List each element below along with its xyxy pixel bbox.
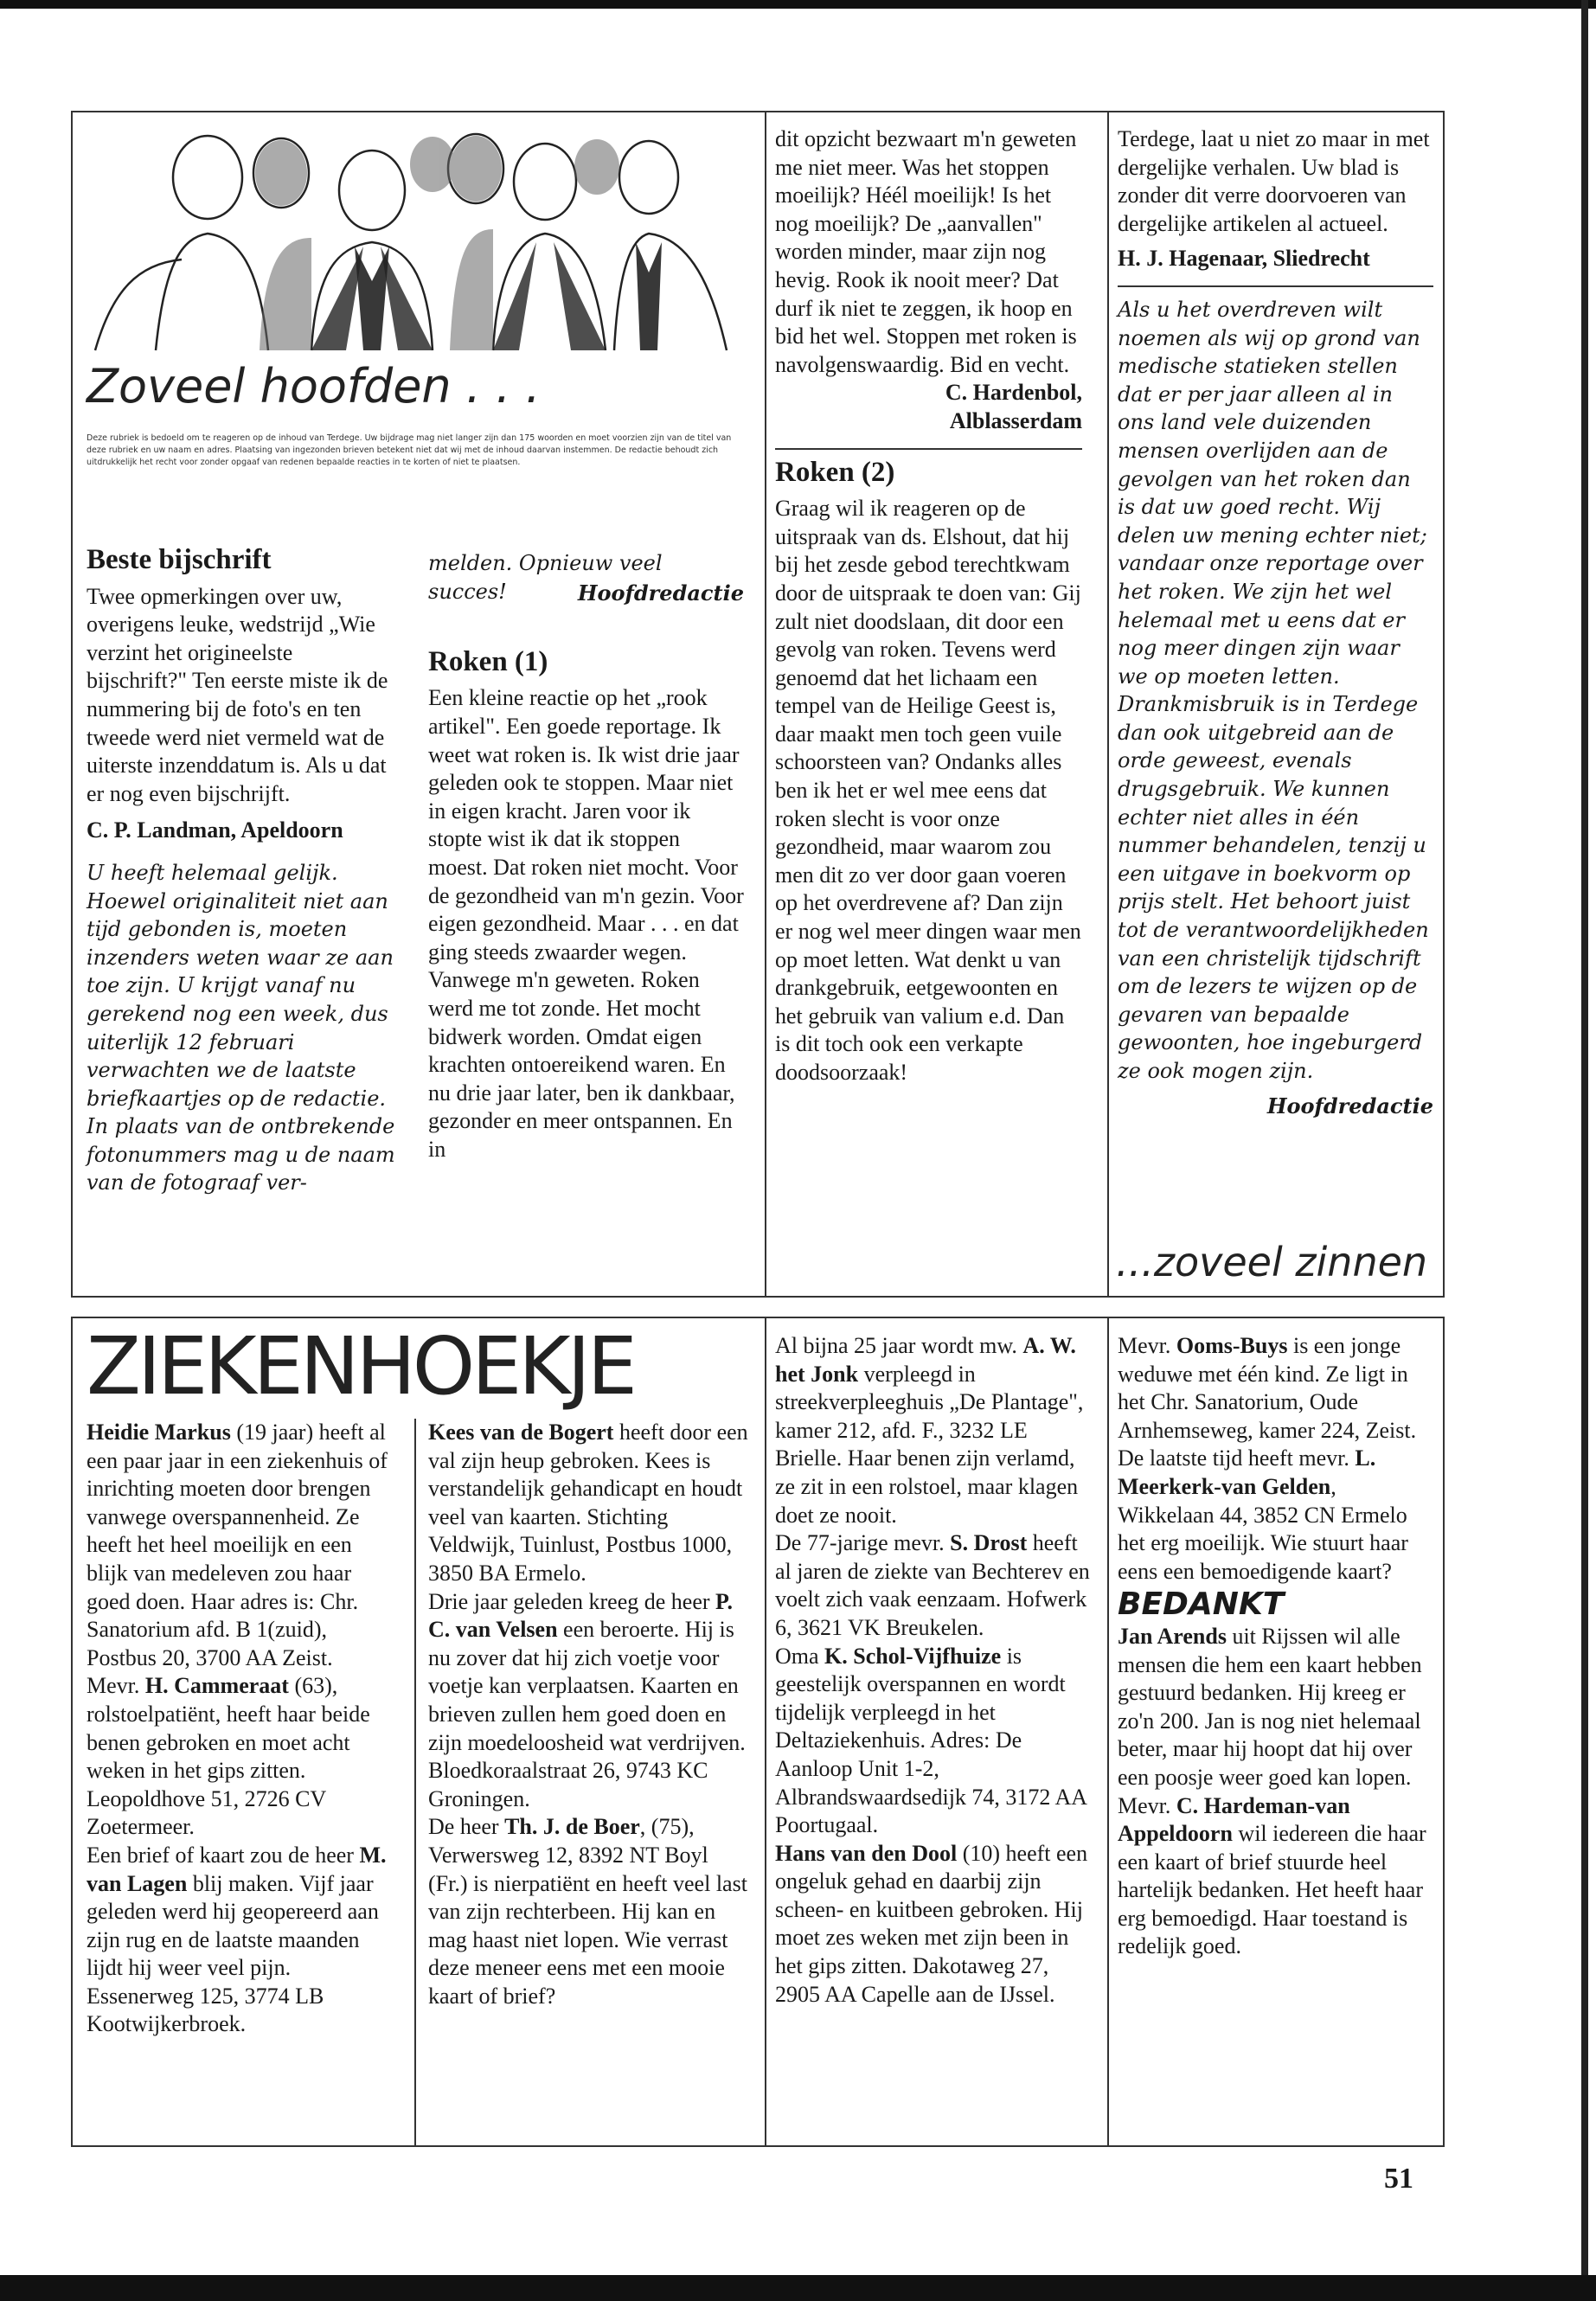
entry-prefix: Oma [775,1643,825,1669]
column-rule [765,111,766,1298]
entry-prefix: Drie jaar geleden kreeg de heer [428,1588,716,1614]
entry-prefix: Een brief of kaart zou de heer [87,1842,360,1868]
entry-text: heeft al jaren de ziekte van Bechterev en voelt zich vaak eenzaam. Hofwerk 6, 3621 VK Breukelen. [775,1530,1090,1640]
patient-entry [87,1419,398,1672]
ziek-column-3 [775,1332,1095,2009]
editorial-reply-end: melden. Opnieuw veel succes! [428,551,663,604]
patient-entry [1118,1792,1438,1962]
patient-entry [87,1672,398,1842]
entry-text: , (75), Verwersweg 12, 8392 NT Boyl (Fr.) is nierpatiënt en heeft veel last van zijn rechterbeen. Hij kan en mag haast niet lopen. Wie verrast deze meneer eens met een mooie kaart of brief? [428,1814,747,2009]
patient-entry [1118,1332,1438,1445]
entry-text: een beroerte. Hij is nu zover dat hij zich voetje voor voetje kan verplaatsen. Kaarten en brieven zullen hem goed doen en zijn moedeloosheid wat verdrijven. Bloedkoraalstraat 26, 9743 KC Groningen. [428,1617,746,1811]
entry-prefix: De 77-jarige mevr. [775,1530,951,1556]
zoveel-hoofden-title: Zoveel hoofden . . . [87,359,541,413]
heads-illustration [87,117,744,359]
entry-prefix: Al bijna 25 jaar wordt mw. [775,1333,1023,1358]
ziekenhoekje-title: ZIEKENHOEKJE [87,1320,634,1413]
patient-name: C. Hardeman-van Appeldoorn [1118,1792,1350,1847]
letter-text: Twee opmerkingen over uw, overigens leuke, wedstrijd „Wie verzint het origineelste bijschrift?" Ten eerste miste ik de nummering bij de foto's en ten tweede werd niet vermeld wat de uiterste inzenddatum is. Als u dat er nog even bijschrijft. [87,583,388,806]
letter-heading: Roken (2) [775,456,895,488]
page-number: 51 [1384,2163,1413,2195]
patient-name: Kees van de Bogert [428,1420,614,1445]
editorial-reply: U heeft helemaal gelijk. Hoewel originaliteit niet aan tijd gebonden is, moeten inzenders weten waar ze aan toe zijn. U krijgt vanaf nu gerekend nog een week, dus uiterlijk 12 februari verwachten we de laatste briefkaartjes op de redactie. In plaats van de ontbrekende fotonummers mag u de naam van de fotograaf ver- [87,860,395,1195]
patient-name: K. Schol-Vijfhuize [824,1643,1002,1669]
patient-entry [775,1840,1095,2009]
entry-prefix: De laatste tijd heeft mevr. [1118,1445,1356,1471]
section-divider [1118,285,1433,287]
zoveel-zinnen-closing: ...zoveel zinnen [1116,1239,1428,1285]
column-rule [765,1317,766,2147]
entry-text: heeft door een val zijn heup gebroken. Kees is verstandelijk gehandicapt en houdt veel van kaarten. Stichting Veldwijk, Tuinlust, Postbus 1000, 3850 BA Ermelo. [428,1420,748,1586]
entry-text: (63), rolstoelpatiënt, heeft haar beide benen gebroken en moet acht weken in het gips zitten. Leopoldhove 51, 2726 CV Zoetermeer. [87,1673,370,1840]
patient-name: L. Meerkerk-van Gelden [1118,1445,1376,1499]
editorial-reply: Als u het overdreven wilt noemen als wij op grond van medische statieken stellen dat er per jaar alleen al in ons land vele duizenden mensen overlijden aan de gevolgen van het roken dan is dat uw goed recht. Wij delen uw mening echter niet; vandaar onze reportage over het roken. We zijn het wel helemaal met u eens dat er nog meer dingen zijn waar we op moeten letten. Drankmisbruik is in Terdege dan ook uitgebreid aan de orde geweest, evenals drugsgebruik. We kunnen echter niet alles in één nummer behandelen, tenzij u een uitgave in boekvorm op prijs stelt. Het behoort juist tot de verantwoordelijkheden van een christelijk tijdschrift om de lezers te wijzen op de gevaren van bepaalde gewoonten, hoe ingeburgerd ze ook mogen zijn. [1118,297,1429,1083]
patient-entry [775,1332,1095,1529]
entry-text: is geestelijk overspannen en wordt tijdelijk verpleegd in het Deltaziekenhuis. Adres: De Aanloop Unit 1-2, Albrandswaardsedijk 74, 3172 AA Poortugaal. [775,1643,1086,1838]
patient-name: Jan Arends [1118,1623,1227,1649]
entry-text: verpleegd in streekverpleeghuis „De Plantage", kamer 212, afd. F., 3232 LE Brielle. Haar benen zijn verlamd, ze zit in een rolstoel, maar klagen doet ze nooit. [775,1361,1084,1528]
entry-text: wil iedereen die haar een kaart of brief stuurde heel hartelijk bedanken. Het heeft haar erg bemoedigd. Haar toestand is redelijk goed. [1118,1821,1426,1959]
patient-entry [775,1643,1095,1840]
entry-prefix: De heer [428,1814,505,1840]
patient-entry [775,1529,1095,1642]
letters-column-4 [1118,125,1433,1120]
entry-text: is een jonge weduwe met één kind. Ze ligt in het Chr. Sanatorium, Oude Arnhemseweg, kamer 224, Zeist. [1118,1333,1417,1443]
bedankt-heading: BEDANKT [1118,1586,1285,1623]
letter-text-end: dit opzicht bezwaart m'n geweten me niet meer. Was het stoppen moeilijk? Héél moeilijk! Is het nog moeilijk? De „aanvallen" worden minder, maar zijn nog hevig. Rook ik nooit meer? Dat durf ik niet te zeggen, ik hoop en bid het wel. Stoppen met roken is navolgenswaardig. Bid en vecht. [775,126,1077,377]
column-rule [1107,1317,1109,2147]
letter-signature: C. P. Landman, Apeldoorn [87,817,343,843]
patient-name: H. Cammeraat [144,1673,289,1699]
letter-signature: H. J. Hagenaar, Sliedrecht [1118,246,1370,272]
patient-entry [428,1813,748,2010]
section-divider [775,448,1082,450]
letter-heading: Roken (1) [428,645,548,677]
patient-entry [428,1588,748,1814]
entry-text: (10) heeft een ongeluk gehad en daarbij zijn scheen- en kuitbeen gebroken. Hij moet zes weken met zijn been in het gips zitten. Dakotaweg 27, 2905 AA Capelle aan de IJssel. [775,1840,1088,2007]
entry-text: (19 jaar) heeft al een paar jaar in een ziekenhuis of inrichting moeten door brengen vanwege overspannenheid. Ze heeft het heel moeilijk en een blijk van medeleven zou haar goed doen. Haar adres is: Chr. Sanatorium afd. B 1(zuid), Postbus 20, 3700 AA Zeist. [87,1420,388,1670]
bottom-border [0,2275,1596,2301]
patient-name: P. C. van Velsen [428,1588,734,1643]
column-rule [1107,111,1109,1298]
letter-signature-place: Alblasserdam [949,407,1082,433]
editorial-signature: Hoofdredactie [1266,1093,1433,1118]
letters-column-1 [87,541,398,1197]
letter-text-end: Terdege, laat u niet zo maar in met dergelijke verhalen. Uw blad is zonder dit verre doorvoeren van dergelijke artikelen al actueel. [1118,126,1430,236]
entry-text: uit Rijssen wil alle mensen die hem een kaart hebben gestuurd bedanken. Hij kreeg er zo'n 200. Jan is nog niet helemaal beter, maar hij hoopt dat hij over een poosje weer goed kan lopen. [1118,1623,1422,1790]
letter-text: Een kleine reactie op het „rook artikel". Een goede reportage. Ik weet wat roken is. Ik wist drie jaar geleden ook te stoppen. Maar niet in eigen kracht. Jaren voor ik stopte wist ik dat ik stoppen moest. Dat roken niet mocht. Voor de gezondheid van m'n gezin. Voor eigen gezondheid. Maar . . . en dat ging steeds zwaarder wegen. Vanwege m'n geweten. Roken werd me tot zonde. Het mocht bidwerk worden. Omdat eigen krachten ontoereikend waren. En nu drie jaar later, ben ik dankbaar, gezonder en meer ontspannen. En in [428,685,744,1162]
entry-prefix: Mevr. [1118,1792,1176,1818]
right-border [1581,0,1588,2301]
entry-text: , Wikkelaan 44, 3852 CN Ermelo het erg moeilijk. Wie stuurt haar eens een bemoedigende kaart? [1118,1473,1408,1584]
patient-entry [1118,1623,1438,1792]
patient-name: M. van Lagen [87,1842,387,1896]
letter-signature-name: C. Hardenbol, [945,380,1082,406]
entry-prefix: Mevr. [87,1673,145,1699]
rubric-intro: Deze rubriek is bedoeld om te reageren op de inhoud van Terdege. Uw bijdrage mag niet langer zijn dan 175 woorden en moet voorzien zijn van de titel van deze rubriek en uw naam en adres. Plaatsing van ingezonden brieven betekent niet dat wij met de inhoud daarvan instemmen. De redactie behoudt zich uitdrukkelijk het recht voor zonder opgaaf van redenen bepaalde reacties in te korten of niet te plaatsen. [87,433,732,467]
letter-heading: Beste bijschrift [87,544,272,575]
letter-text: Graag wil ik reageren op de uitspraak van ds. Elshout, dat hij bij het zesde gebod terechtkwam door de uitspraak te doen van: Gij zult niet doodslaan, dit door een gevolg van roken. Tevens werd genoemd dat het lichaam een tempel van de Heilige Geest is, daar maakt men toch geen vuile schoorsteen van? Ondanks alles ben ik het er wel mee eens dat roken slecht is voor onze gezondheid, maar waarom zou men dit zo ver door gaan voeren op het overdrevene af? Dan zijn er nog wel meer dingen waar men op moet letten. Wat denkt u van drankgebruik, eetgewoonten en het gebruik van valium e.d. Dan is dit toch ook een verkapte doodsoorzaak! [775,496,1081,1085]
patient-name: A. W. het Jonk [775,1333,1076,1387]
patient-name: Ooms-Buys [1176,1333,1288,1358]
editorial-signature: Hoofdredactie [577,580,744,606]
entry-prefix: Mevr. [1118,1333,1176,1358]
letters-column-3 [775,125,1082,1087]
top-border [0,0,1596,9]
patient-name: Th. J. de Boer [504,1814,640,1840]
ziek-column-1 [87,1419,398,2039]
ziek-column-4 [1118,1332,1438,1961]
patient-name: Hans van den Dool [775,1840,958,1866]
entry-text: blij maken. Vijf jaar geleden werd hij geopereerd aan zijn rug en de laatste maanden lijdt hij weer veel pijn. Essenerweg 125, 3774 LB Kootwijkerbroek. [87,1870,379,2037]
letters-column-2 [428,549,744,1163]
patient-entry [1118,1445,1438,1586]
patient-name: S. Drost [950,1530,1028,1556]
patient-name: Heidie Markus [87,1420,231,1445]
patient-entry [87,1842,398,2039]
column-rule [414,1419,416,2147]
ziek-column-2 [428,1419,748,2010]
patient-entry [428,1419,748,1588]
